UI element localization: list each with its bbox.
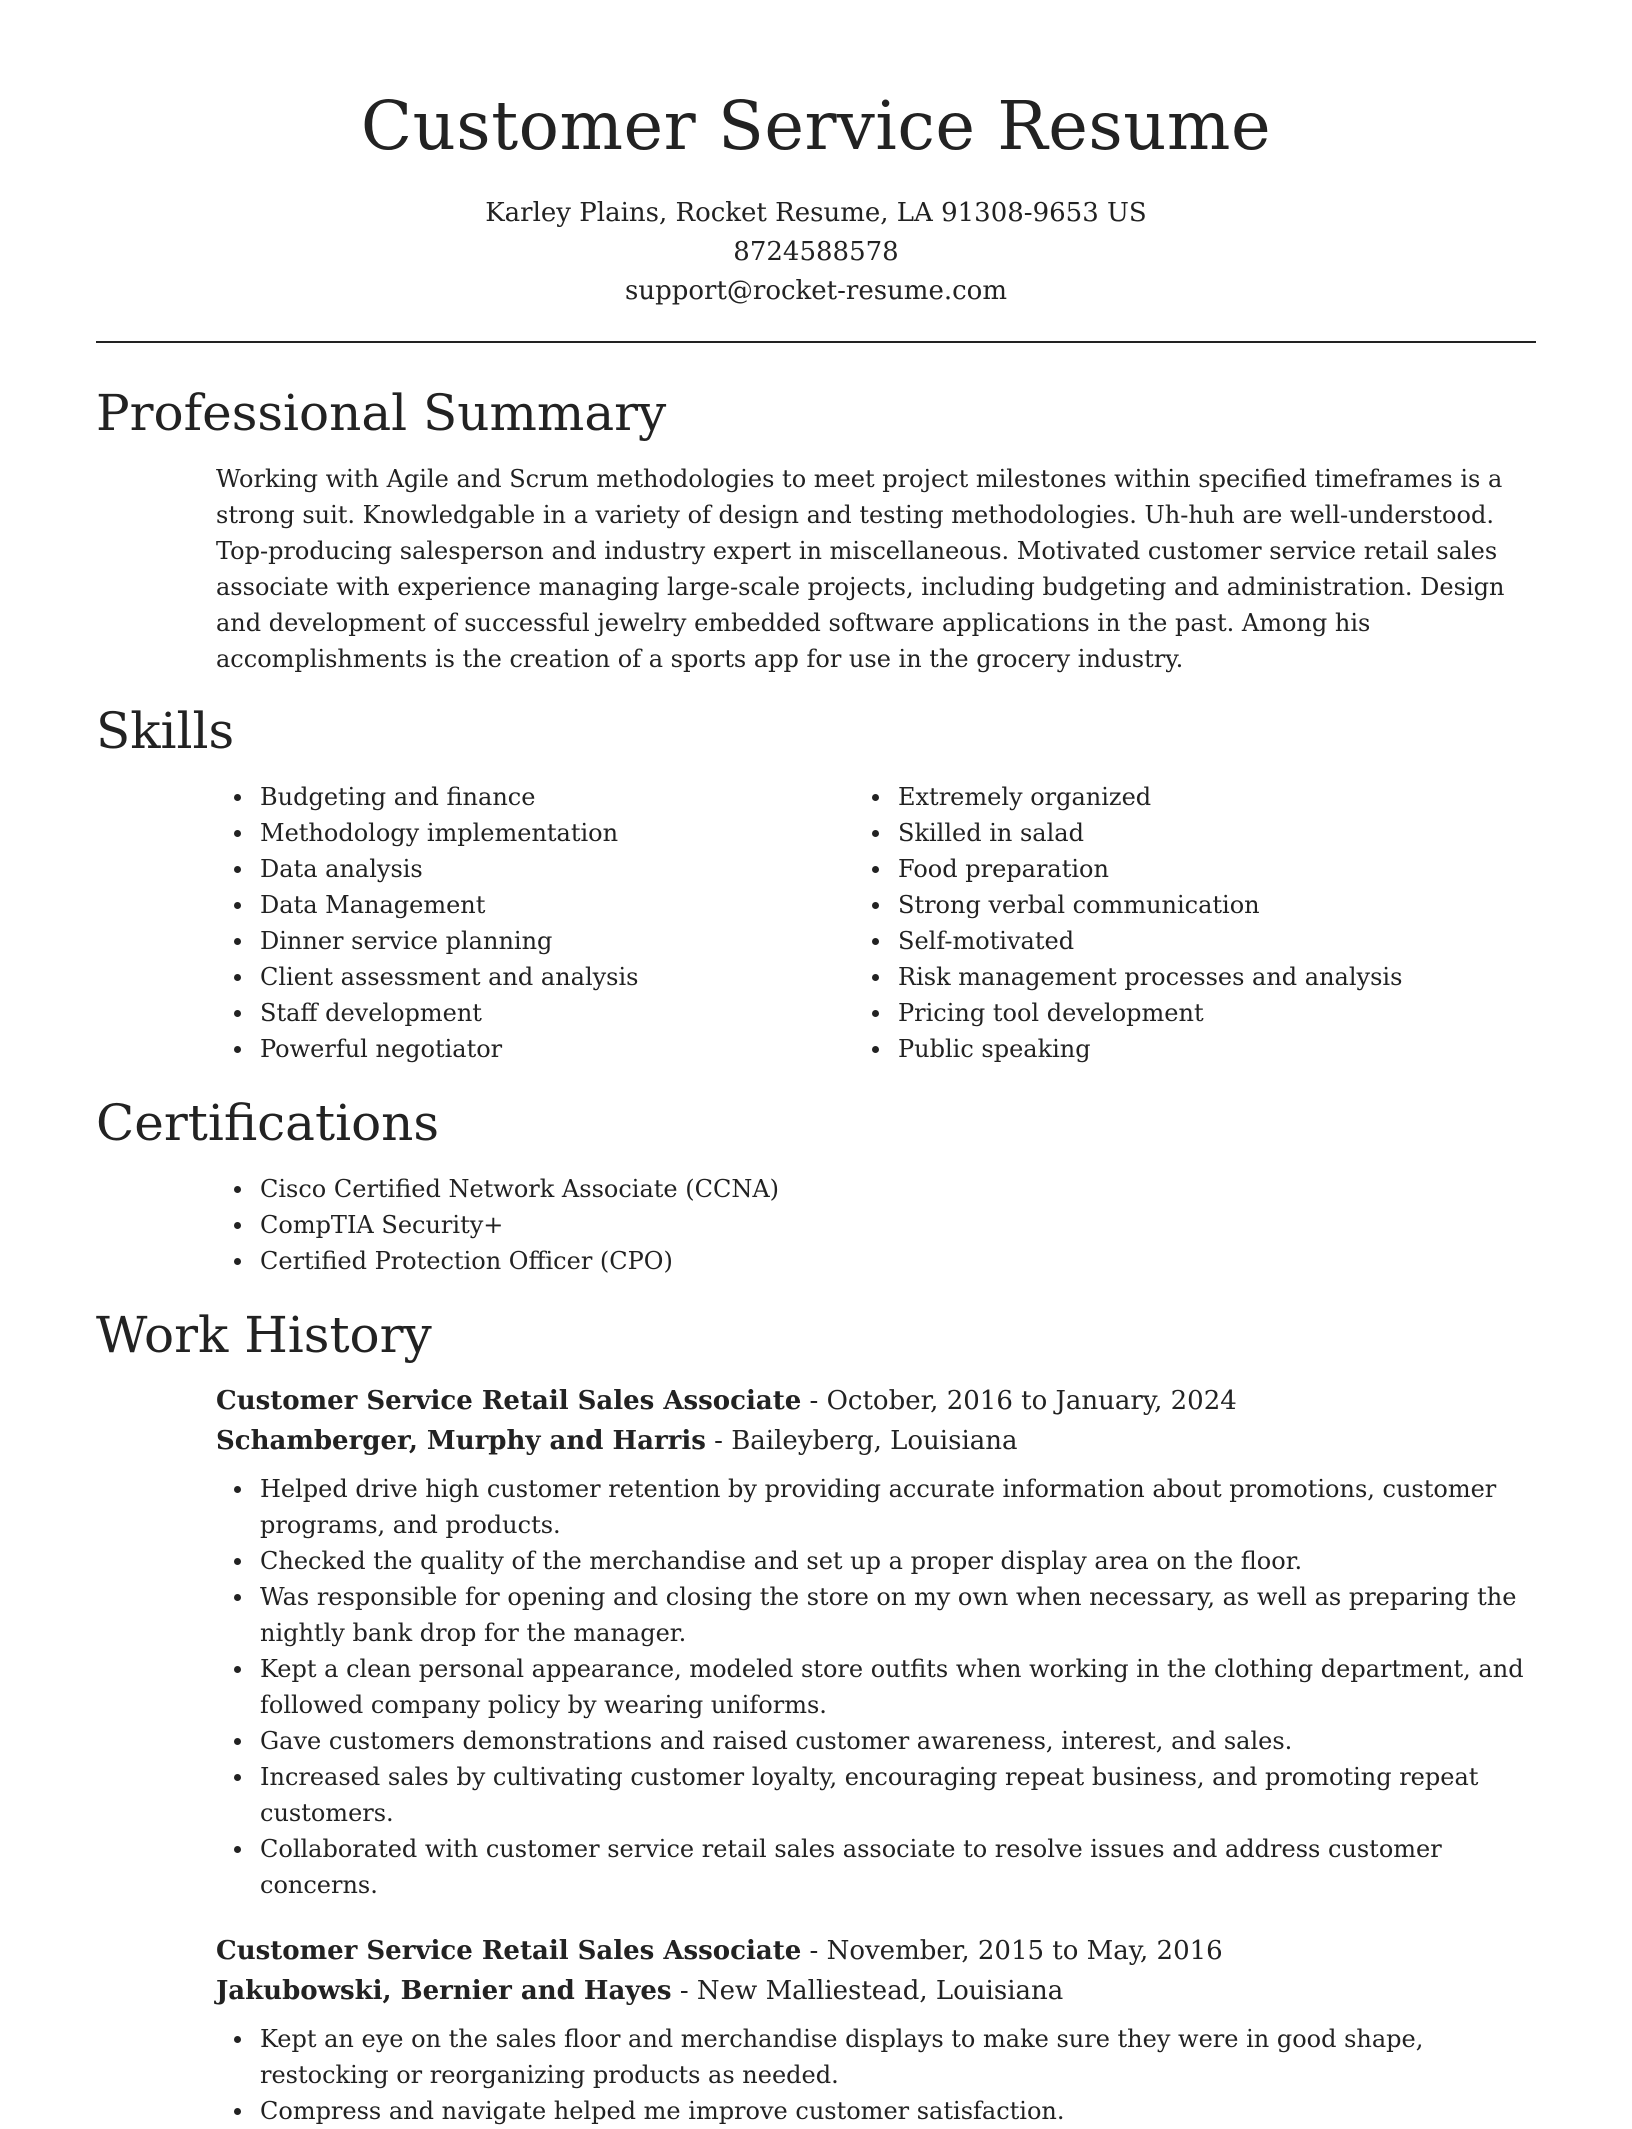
job-dates: November, 2015 to May, 2016 — [826, 1936, 1223, 1966]
skill-item: Public speaking — [898, 1031, 1536, 1067]
certification-item: CompTIA Security+ — [260, 1207, 1536, 1243]
address-text: Karley Plains, Rocket Resume, LA 91308-9653 US — [485, 198, 1147, 228]
job-bullets — [260, 2021, 1536, 2129]
skill-item: Food preparation — [898, 851, 1536, 887]
job-bullets — [260, 1471, 1536, 1903]
job-location-separator: - — [679, 1976, 697, 2006]
job-bullet: Was responsible for opening and closing the store on my own when necessary, as well as preparing the nightly bank drop for the manager. — [260, 1579, 1536, 1651]
skills-list-right — [898, 779, 1536, 1067]
job-bullet: Checked the quality of the merchandise and set up a proper display area on the floor. — [260, 1543, 1536, 1579]
work-history-heading: Work History — [96, 1306, 432, 1364]
job-bullet: Kept an eye on the sales floor and merchandise displays to make sure they were in good shape, restocking or reorganizing products as needed. — [260, 2021, 1536, 2093]
job-entry — [216, 1931, 1536, 2129]
job-bullet: Gave customers demonstrations and raised customer awareness, interest, and sales. — [260, 1723, 1536, 1759]
skill-item: Powerful negotiator — [260, 1031, 898, 1067]
certifications-list — [260, 1171, 1536, 1279]
job-bullet: Increased sales by cultivating customer loyalty, encouraging repeat business, and promoting repeat customers. — [260, 1759, 1536, 1831]
job-company: Jakubowski, Bernier and Hayes — [216, 1976, 672, 2006]
skill-item: Staff development — [260, 995, 898, 1031]
skill-item: Pricing tool development — [898, 995, 1536, 1031]
skills-section — [96, 701, 1536, 1067]
job-company-line — [216, 1971, 1536, 2011]
job-title: Customer Service Retail Sales Associate — [216, 1936, 802, 1966]
summary-heading: Professional Summary — [96, 384, 667, 442]
job-company: Schamberger, Murphy and Harris — [216, 1426, 706, 1456]
job-company-line — [216, 1421, 1536, 1461]
email-text: support@rocket-resume.com — [624, 276, 1007, 306]
job-bullet: Kept a clean personal appearance, modeled store outfits when working in the clothing department, and followed company policy by wearing uniforms. — [260, 1651, 1536, 1723]
skill-item: Strong verbal communication — [898, 887, 1536, 923]
skill-item: Methodology implementation — [260, 815, 898, 851]
page-title: Customer Service Resume — [360, 87, 1272, 165]
job-title: Customer Service Retail Sales Associate — [216, 1386, 802, 1416]
skills-list-left — [260, 779, 898, 1067]
certification-item: Cisco Certified Network Associate (CCNA) — [260, 1171, 1536, 1207]
skill-item: Client assessment and analysis — [260, 959, 898, 995]
job-title-line — [216, 1381, 1536, 1421]
certifications-section — [96, 1093, 1536, 1279]
skill-item: Dinner service planning — [260, 923, 898, 959]
skill-item: Data analysis — [260, 851, 898, 887]
summary-text: Working with Agile and Scrum methodologies to meet project milestones within specified timeframes is a strong suit. Knowledgable in a variety of design and testing methodologies. Uh-huh are well-understood. Top-producing salesperson and industry expert in miscellaneous. Motivated customer service retail sales associate with experience managing large-scale projects, including budgeting and administration. Design and development of successful jewelry embedded software applications in the past. Among his accomplishments is the creation of a sports app for use in the grocery industry. — [216, 465, 1505, 673]
skill-item: Data Management — [260, 887, 898, 923]
skills-heading: Skills — [96, 702, 235, 760]
job-location: Baileyberg, Louisiana — [731, 1426, 1018, 1456]
skill-item: Budgeting and finance — [260, 779, 898, 815]
work-history-section — [96, 1305, 1536, 2129]
job-dates-separator: - — [809, 1936, 827, 1966]
skill-item: Extremely organized — [898, 779, 1536, 815]
job-location-separator: - — [714, 1426, 732, 1456]
job-location: New Malliestead, Louisiana — [696, 1976, 1064, 2006]
skill-item: Skilled in salad — [898, 815, 1536, 851]
certifications-heading: Certifications — [96, 1094, 440, 1152]
skill-item: Risk management processes and analysis — [898, 959, 1536, 995]
phone-text: 8724588578 — [733, 237, 899, 267]
job-dates: October, 2016 to January, 2024 — [826, 1386, 1237, 1416]
contact-info — [0, 194, 1632, 311]
skills-columns — [260, 779, 1536, 1067]
job-bullet: Collaborated with customer service retail sales associate to resolve issues and address customer concerns. — [260, 1831, 1536, 1903]
job-title-line — [216, 1931, 1536, 1971]
job-bullet: Compress and navigate helped me improve customer satisfaction. — [260, 2093, 1536, 2129]
job-dates-separator: - — [809, 1386, 827, 1416]
summary-section — [96, 383, 1536, 677]
header-divider — [96, 341, 1536, 343]
resume-header — [0, 0, 1632, 311]
job-entry — [216, 1381, 1536, 1903]
certification-item: Certified Protection Officer (CPO) — [260, 1243, 1536, 1279]
job-bullet: Helped drive high customer retention by providing accurate information about promotions, customer programs, and products. — [260, 1471, 1536, 1543]
skill-item: Self-motivated — [898, 923, 1536, 959]
